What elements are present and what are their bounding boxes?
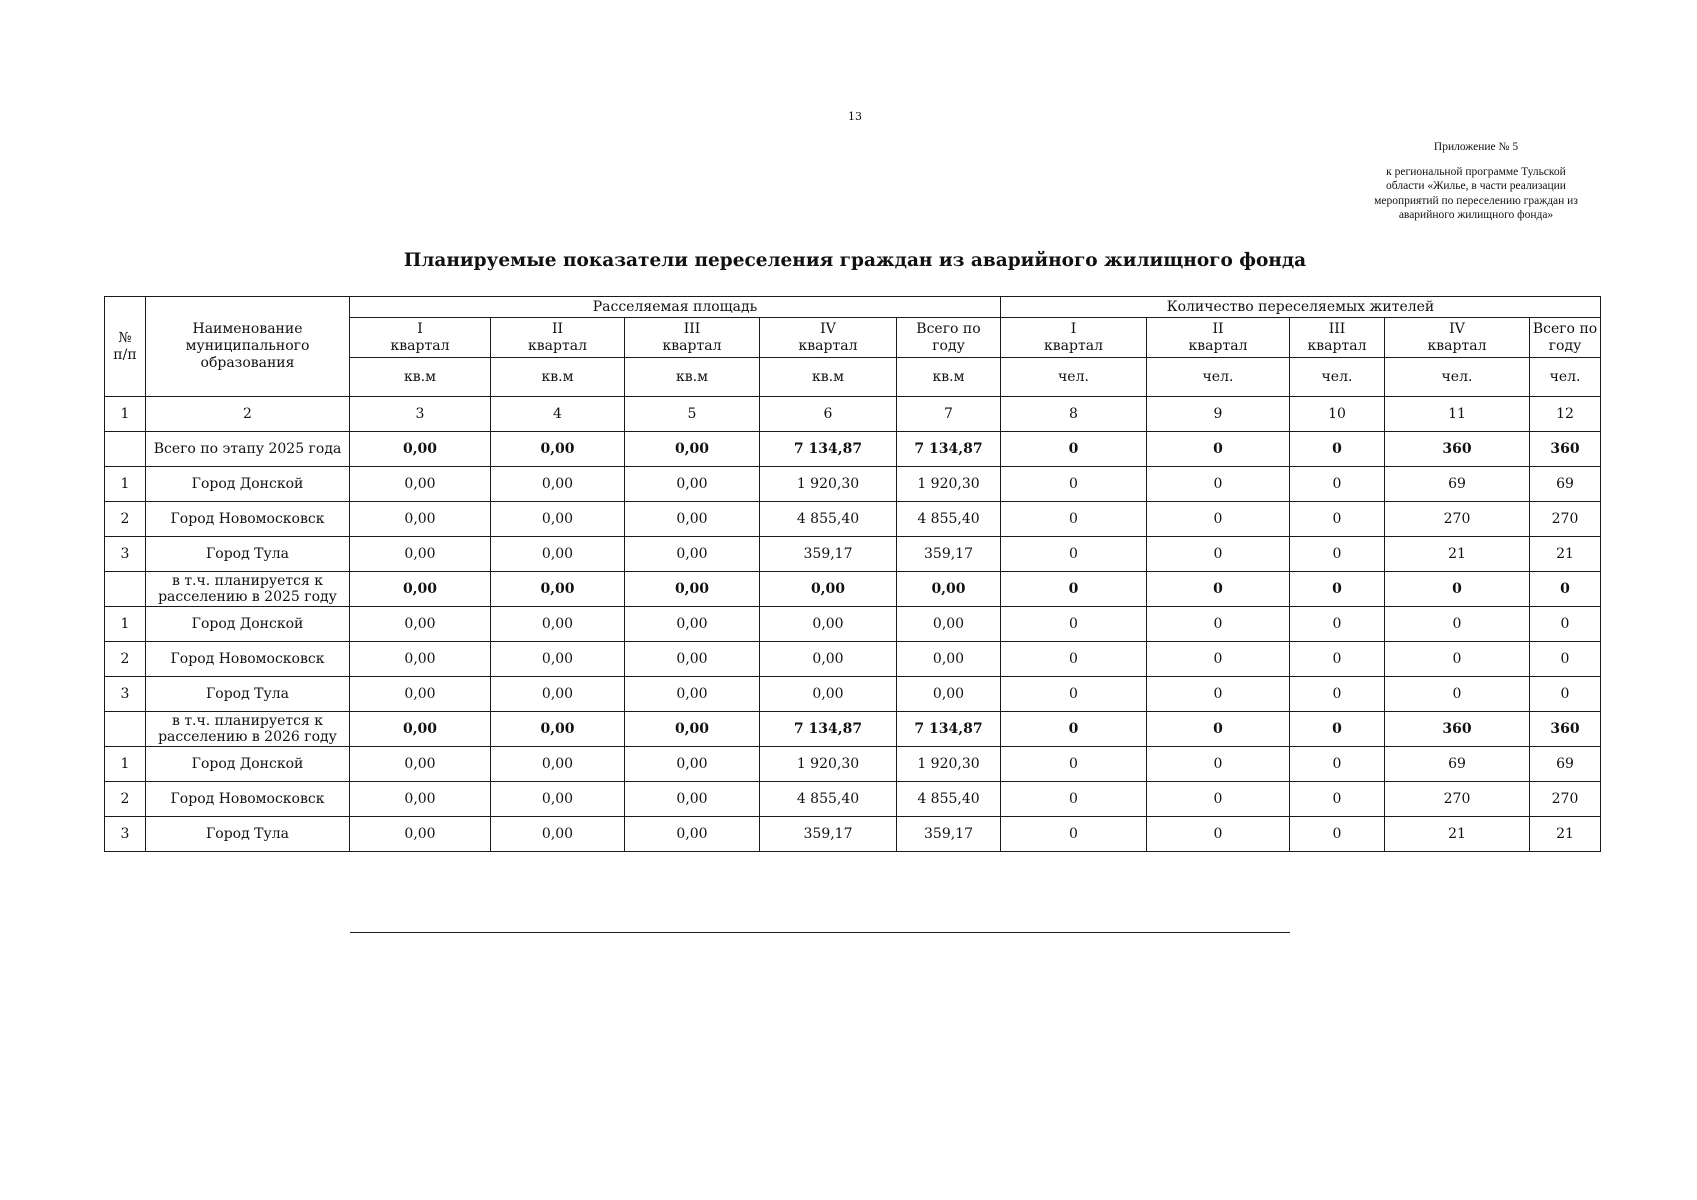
municipality-name: в т.ч. планируется к расселению в 2026 году (146, 712, 350, 747)
value-cell: 0 (1290, 677, 1385, 712)
row-number: 2 (105, 782, 146, 817)
quarter-label: квартал (798, 337, 858, 354)
value-cell: 0,00 (491, 782, 625, 817)
value-cell: 4 855,40 (897, 502, 1001, 537)
area-unit-header: кв.м (760, 358, 897, 397)
value-cell: 0,00 (760, 572, 897, 607)
value-cell: 21 (1385, 817, 1530, 852)
value-cell: 0 (1001, 712, 1147, 747)
row-number: 3 (105, 817, 146, 852)
value-cell: 0,00 (625, 572, 760, 607)
value-cell: 4 855,40 (897, 782, 1001, 817)
people-unit-header: чел. (1530, 358, 1601, 397)
appendix-line: к региональной программе Тульской (1386, 165, 1566, 178)
value-cell: 4 855,40 (760, 782, 897, 817)
area-quarter-header (625, 318, 760, 358)
value-cell: 0 (1147, 782, 1290, 817)
value-cell: 7 134,87 (760, 432, 897, 467)
value-cell: 0 (1147, 432, 1290, 467)
value-cell: 0 (1290, 432, 1385, 467)
value-cell: 69 (1530, 747, 1601, 782)
column-number: 11 (1385, 397, 1530, 432)
value-cell: 0,00 (350, 677, 491, 712)
document-title: Планируемые показатели переселения граждан из аварийного жилищного фонда (403, 250, 1307, 271)
value-cell: 0 (1001, 432, 1147, 467)
quarter-label: квартал (390, 337, 450, 354)
value-cell: 0 (1530, 677, 1601, 712)
header-num: № п/п (105, 297, 146, 397)
quarter-label: квартал (1188, 337, 1248, 354)
value-cell: 0,00 (350, 642, 491, 677)
quarter-label: квартал (662, 337, 722, 354)
quarter-label: году (1548, 337, 1582, 354)
value-cell: 359,17 (760, 537, 897, 572)
value-cell: 0 (1290, 502, 1385, 537)
municipality-name: Город Донской (146, 747, 350, 782)
people-quarter-header (1001, 318, 1147, 358)
value-cell: 0 (1290, 817, 1385, 852)
page-number: 13 (848, 110, 862, 123)
column-number: 5 (625, 397, 760, 432)
value-cell: 1 920,30 (760, 747, 897, 782)
municipality-name: Город Тула (146, 537, 350, 572)
people-quarter-header (1147, 318, 1290, 358)
value-cell: 0,00 (625, 607, 760, 642)
value-cell: 359,17 (897, 537, 1001, 572)
value-cell: 0,00 (350, 572, 491, 607)
quarter-label: I (417, 320, 423, 337)
value-cell: 69 (1385, 747, 1530, 782)
value-cell: 0 (1001, 817, 1147, 852)
value-cell: 270 (1530, 502, 1601, 537)
row-number: 1 (105, 467, 146, 502)
quarter-label: IV (1449, 320, 1465, 337)
people-unit-header: чел. (1290, 358, 1385, 397)
value-cell: 0,00 (625, 502, 760, 537)
value-cell: 21 (1530, 817, 1601, 852)
value-cell: 0 (1147, 817, 1290, 852)
value-cell: 0,00 (897, 677, 1001, 712)
row-number (105, 432, 146, 467)
value-cell: 0 (1001, 642, 1147, 677)
value-cell: 0,00 (625, 642, 760, 677)
table-row (105, 677, 1601, 712)
quarter-label: I (1070, 320, 1077, 337)
value-cell: 0 (1001, 502, 1147, 537)
table-row (105, 572, 1601, 607)
header-area-group: Расселяемая площадь (350, 297, 1001, 318)
value-cell: 0 (1290, 642, 1385, 677)
value-cell: 0 (1147, 467, 1290, 502)
value-cell: 0 (1147, 572, 1290, 607)
table-row (105, 817, 1601, 852)
value-cell: 0 (1001, 572, 1147, 607)
value-cell: 359,17 (897, 817, 1001, 852)
column-number: 1 (105, 397, 146, 432)
quarter-label: II (1212, 320, 1224, 337)
row-number: 1 (105, 747, 146, 782)
quarter-label: квартал (1427, 337, 1487, 354)
table-row (105, 432, 1601, 467)
value-cell: 0 (1001, 537, 1147, 572)
quarter-label: III (683, 320, 701, 337)
column-number: 4 (491, 397, 625, 432)
value-cell: 0,00 (625, 817, 760, 852)
area-quarter-header (897, 318, 1001, 358)
value-cell: 4 855,40 (760, 502, 897, 537)
column-number: 8 (1001, 397, 1147, 432)
value-cell: 0,00 (350, 747, 491, 782)
table-row (105, 502, 1601, 537)
municipality-name: Город Новомосковск (146, 782, 350, 817)
value-cell: 0 (1147, 607, 1290, 642)
row-number (105, 712, 146, 747)
table-row (105, 537, 1601, 572)
table-row (105, 712, 1601, 747)
value-cell: 0,00 (897, 642, 1001, 677)
value-cell: 0 (1290, 782, 1385, 817)
municipality-name: Город Тула (146, 817, 350, 852)
value-cell: 0 (1385, 572, 1530, 607)
quarter-label: II (551, 320, 564, 337)
value-cell: 360 (1530, 712, 1601, 747)
value-cell: 0,00 (350, 607, 491, 642)
appendix-number: Приложение № 5 (1433, 141, 1519, 153)
value-cell: 0 (1530, 642, 1601, 677)
area-quarter-header (760, 318, 897, 358)
municipality-name: в т.ч. планируется к расселению в 2025 году (146, 572, 350, 607)
value-cell: 0 (1385, 677, 1530, 712)
resettlement-table (104, 296, 1601, 852)
row-number: 2 (105, 642, 146, 677)
value-cell: 0 (1290, 747, 1385, 782)
value-cell: 270 (1530, 782, 1601, 817)
appendix-line: мероприятий по переселению граждан из (1374, 194, 1578, 207)
value-cell: 0 (1290, 712, 1385, 747)
value-cell: 7 134,87 (760, 712, 897, 747)
column-number: 10 (1290, 397, 1385, 432)
value-cell: 1 920,30 (760, 467, 897, 502)
bottom-divider (350, 932, 1290, 933)
value-cell: 69 (1530, 467, 1601, 502)
value-cell: 0,00 (350, 712, 491, 747)
area-unit-header: кв.м (350, 358, 491, 397)
appendix-line: аварийного жилищного фонда» (1398, 209, 1554, 221)
column-number: 7 (897, 397, 1001, 432)
area-quarter-header (491, 318, 625, 358)
value-cell: 0,00 (350, 467, 491, 502)
value-cell: 0,00 (491, 432, 625, 467)
municipality-name: Город Тула (146, 677, 350, 712)
value-cell: 0 (1147, 502, 1290, 537)
value-cell: 0,00 (897, 572, 1001, 607)
column-number: 6 (760, 397, 897, 432)
value-cell: 0,00 (760, 642, 897, 677)
value-cell: 0,00 (491, 537, 625, 572)
value-cell: 0,00 (625, 712, 760, 747)
value-cell: 0,00 (491, 607, 625, 642)
quarter-label: квартал (1307, 337, 1367, 354)
row-number: 3 (105, 677, 146, 712)
value-cell: 360 (1385, 432, 1530, 467)
value-cell: 0 (1290, 607, 1385, 642)
municipality-name: Город Донской (146, 607, 350, 642)
value-cell: 0,00 (625, 747, 760, 782)
appendix-line: области «Жилье, в части реализации (1386, 180, 1566, 192)
value-cell: 0 (1385, 607, 1530, 642)
table-row (105, 642, 1601, 677)
quarter-label: III (1328, 320, 1346, 337)
quarter-label: Всего по (916, 320, 981, 337)
appendix-block (1351, 140, 1601, 223)
quarter-label: Всего по (1532, 320, 1598, 337)
value-cell: 0,00 (491, 817, 625, 852)
value-cell: 0 (1001, 747, 1147, 782)
value-cell: 0 (1147, 747, 1290, 782)
value-cell: 0,00 (625, 677, 760, 712)
people-unit-header: чел. (1385, 358, 1530, 397)
row-number: 2 (105, 502, 146, 537)
table-row (105, 747, 1601, 782)
area-unit-header: кв.м (625, 358, 760, 397)
row-number: 3 (105, 537, 146, 572)
value-cell: 0 (1001, 677, 1147, 712)
value-cell: 0,00 (350, 817, 491, 852)
value-cell: 0 (1530, 607, 1601, 642)
value-cell: 0,00 (625, 537, 760, 572)
header-people-group: Количество переселяемых жителей (1001, 297, 1601, 318)
value-cell: 1 920,30 (897, 747, 1001, 782)
municipality-name: Город Новомосковск (146, 502, 350, 537)
value-cell: 0,00 (491, 747, 625, 782)
value-cell: 0 (1147, 712, 1290, 747)
value-cell: 0 (1290, 537, 1385, 572)
value-cell: 0,00 (760, 607, 897, 642)
value-cell: 7 134,87 (897, 432, 1001, 467)
value-cell: 360 (1530, 432, 1601, 467)
value-cell: 0,00 (491, 467, 625, 502)
people-quarter-header (1530, 318, 1601, 358)
people-quarter-header (1385, 318, 1530, 358)
value-cell: 0,00 (350, 432, 491, 467)
column-number: 12 (1530, 397, 1601, 432)
quarter-label: квартал (528, 337, 587, 354)
value-cell: 0 (1001, 467, 1147, 502)
value-cell: 270 (1385, 502, 1530, 537)
table-row (105, 782, 1601, 817)
value-cell: 0 (1001, 607, 1147, 642)
value-cell: 0,00 (625, 782, 760, 817)
quarter-label: квартал (1044, 337, 1103, 354)
value-cell: 270 (1385, 782, 1530, 817)
value-cell: 0 (1290, 467, 1385, 502)
municipality-name: Город Новомосковск (146, 642, 350, 677)
value-cell: 0,00 (897, 607, 1001, 642)
value-cell: 69 (1385, 467, 1530, 502)
municipality-name: Всего по этапу 2025 года (146, 432, 350, 467)
value-cell: 0 (1385, 642, 1530, 677)
area-unit-header: кв.м (491, 358, 625, 397)
value-cell: 0,00 (350, 537, 491, 572)
area-unit-header: кв.м (897, 358, 1001, 397)
area-quarter-header (350, 318, 491, 358)
value-cell: 0 (1290, 572, 1385, 607)
value-cell: 21 (1385, 537, 1530, 572)
table-row (105, 467, 1601, 502)
row-number (105, 572, 146, 607)
column-number: 2 (146, 397, 350, 432)
value-cell: 0,00 (491, 677, 625, 712)
value-cell: 0,00 (625, 467, 760, 502)
value-cell: 359,17 (760, 817, 897, 852)
quarter-label: году (932, 337, 965, 354)
people-unit-header: чел. (1147, 358, 1290, 397)
value-cell: 1 920,30 (897, 467, 1001, 502)
column-number: 3 (350, 397, 491, 432)
quarter-label: IV (820, 320, 836, 337)
value-cell: 0,00 (491, 572, 625, 607)
people-quarter-header (1290, 318, 1385, 358)
value-cell: 360 (1385, 712, 1530, 747)
municipality-name: Город Донской (146, 467, 350, 502)
value-cell: 0 (1530, 572, 1601, 607)
table-row (105, 607, 1601, 642)
value-cell: 21 (1530, 537, 1601, 572)
value-cell: 0,00 (491, 642, 625, 677)
value-cell: 0,00 (760, 677, 897, 712)
value-cell: 0 (1147, 677, 1290, 712)
value-cell: 0,00 (625, 432, 760, 467)
row-number: 1 (105, 607, 146, 642)
value-cell: 0 (1147, 642, 1290, 677)
value-cell: 0,00 (350, 502, 491, 537)
value-cell: 7 134,87 (897, 712, 1001, 747)
value-cell: 0,00 (491, 502, 625, 537)
value-cell: 0 (1147, 537, 1290, 572)
header-name: Наименование муниципального образования (146, 297, 350, 397)
value-cell: 0,00 (350, 782, 491, 817)
column-number: 9 (1147, 397, 1290, 432)
people-unit-header: чел. (1001, 358, 1147, 397)
value-cell: 0 (1001, 782, 1147, 817)
value-cell: 0,00 (491, 712, 625, 747)
